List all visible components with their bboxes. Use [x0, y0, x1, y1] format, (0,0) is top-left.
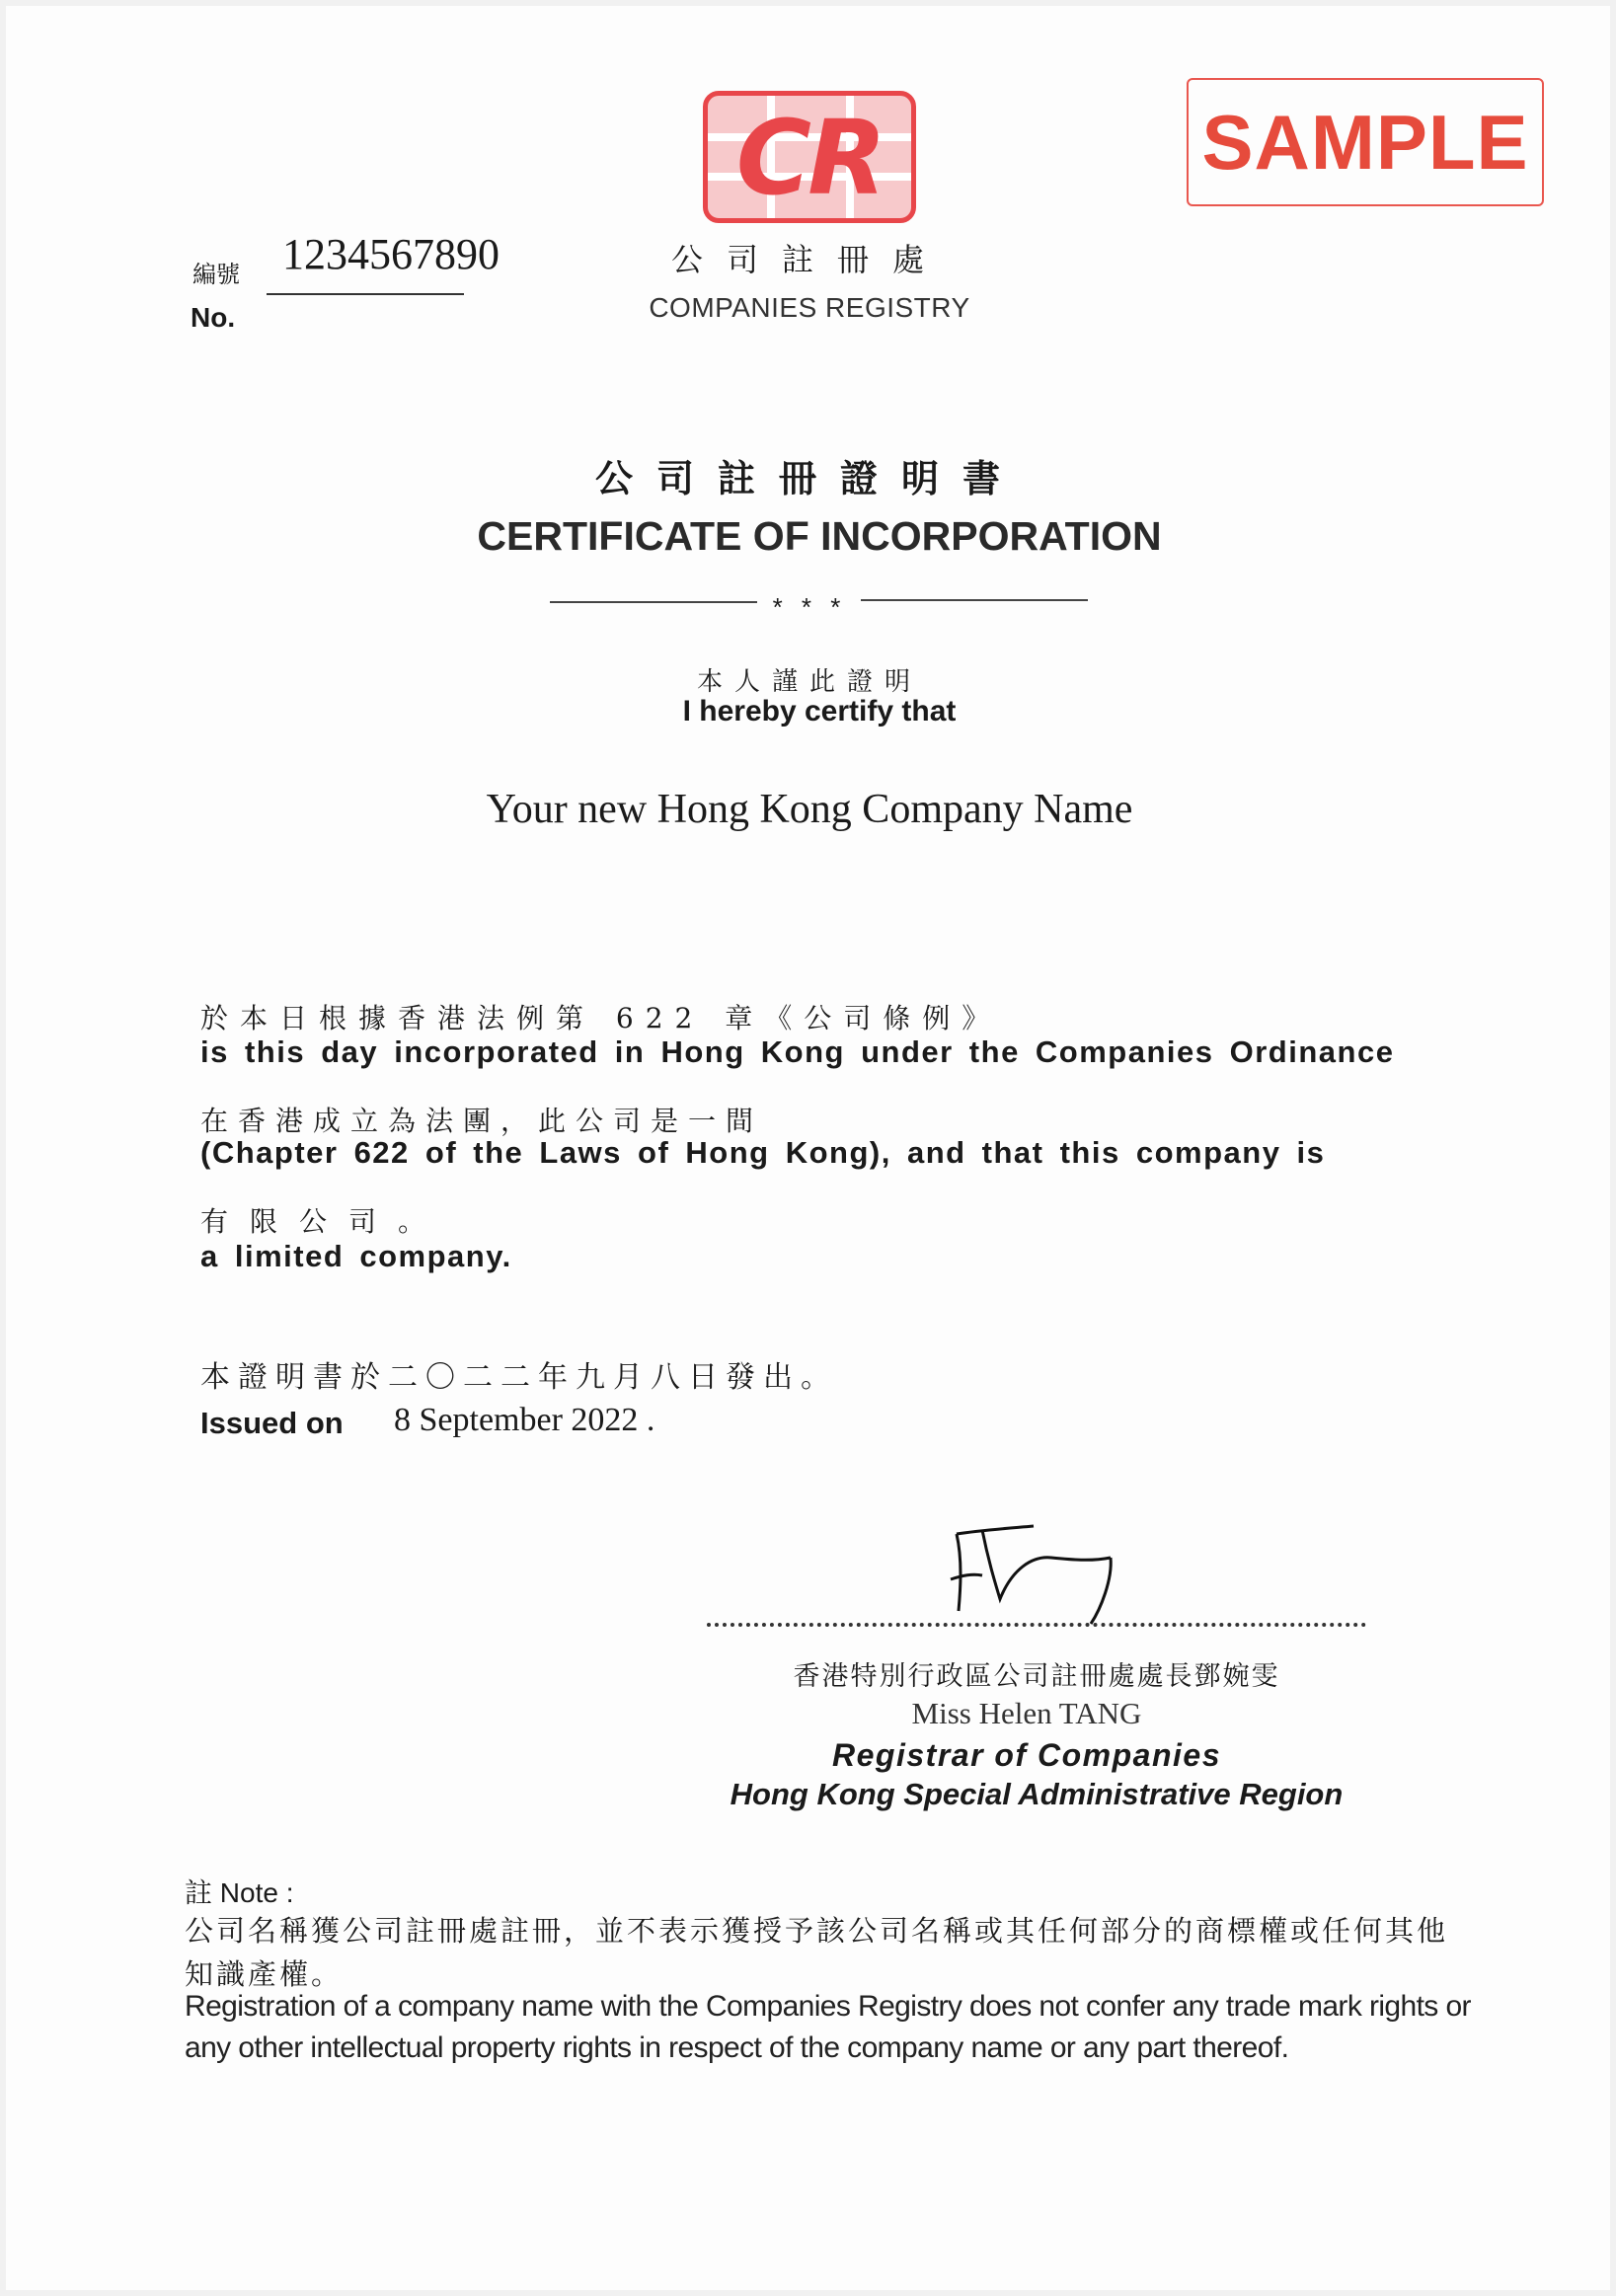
title-divider-stars: * * *	[772, 592, 847, 622]
body-line-3-en: a limited company.	[200, 1239, 512, 1273]
number-label-zh: 編號	[192, 261, 240, 288]
issued-on-label: Issued on	[200, 1406, 344, 1440]
company-name: Your new Hong Kong Company Name	[486, 787, 1133, 832]
note-text-en: Registration of a company name with the Companies Registry does not confer any trade mark rights or any other intellectual property rights in respect of the company name or any part thereof.	[185, 1990, 1471, 2064]
signature-dotted-line	[707, 1623, 1366, 1627]
certify-statement-zh: 本人謹此證明	[696, 667, 922, 697]
logo-text: CR	[735, 98, 884, 218]
registrar-name: Miss Helen TANG	[911, 1696, 1142, 1730]
body-line-3-zh: 有限公司。	[200, 1205, 448, 1238]
number-label-en: No.	[191, 302, 236, 333]
registrar-title-en: Registrar of Companies	[832, 1737, 1221, 1773]
registrar-signature	[943, 1500, 1120, 1629]
registrar-region: Hong Kong Special Administrative Region	[730, 1777, 1344, 1811]
body-line-1-zh: 於本日根據香港法例第 622 章《公司條例》	[200, 1002, 1002, 1034]
registry-name-en: COMPANIES REGISTRY	[649, 292, 970, 323]
registrar-title-zh: 香港特別行政區公司註冊處處長鄧婉雯	[793, 1661, 1280, 1692]
title-divider-right	[861, 599, 1088, 601]
number-underline	[267, 293, 464, 295]
certificate-title-en: CERTIFICATE OF INCORPORATION	[477, 513, 1162, 559]
body-line-1-en: is this day incorporated in Hong Kong under the Companies Ordinance	[200, 1034, 1395, 1069]
note-text-zh: 公司名稱獲公司註冊處註冊，並不表示獲授予該公司名稱或其任何部分的商標權或任何其他知識產權。	[185, 1914, 1449, 1991]
issue-date-zh: 本證明書於二〇二二年九月八日發出。	[200, 1360, 838, 1395]
note-label	[185, 1872, 294, 1911]
certificate-title-zh: 公司註冊證明書	[594, 456, 1024, 500]
note-label-en: Note :	[219, 1877, 294, 1908]
registry-name-zh: 公司註冊處	[670, 241, 948, 278]
certify-statement-en: I hereby certify that	[682, 695, 957, 727]
title-divider-left	[550, 601, 757, 603]
company-number: 1234567890	[282, 230, 500, 278]
issue-date-en: 8 September 2022 .	[394, 1402, 655, 1438]
body-line-2-zh: 在香港成立為法團，此公司是一間	[200, 1105, 764, 1137]
cr-logo	[703, 91, 916, 223]
body-line-2-en: (Chapter 622 of the Laws of Hong Kong), and that this company is	[200, 1135, 1326, 1170]
note-label-zh: 註	[185, 1876, 213, 1909]
sample-stamp: SAMPLE	[1187, 78, 1544, 206]
